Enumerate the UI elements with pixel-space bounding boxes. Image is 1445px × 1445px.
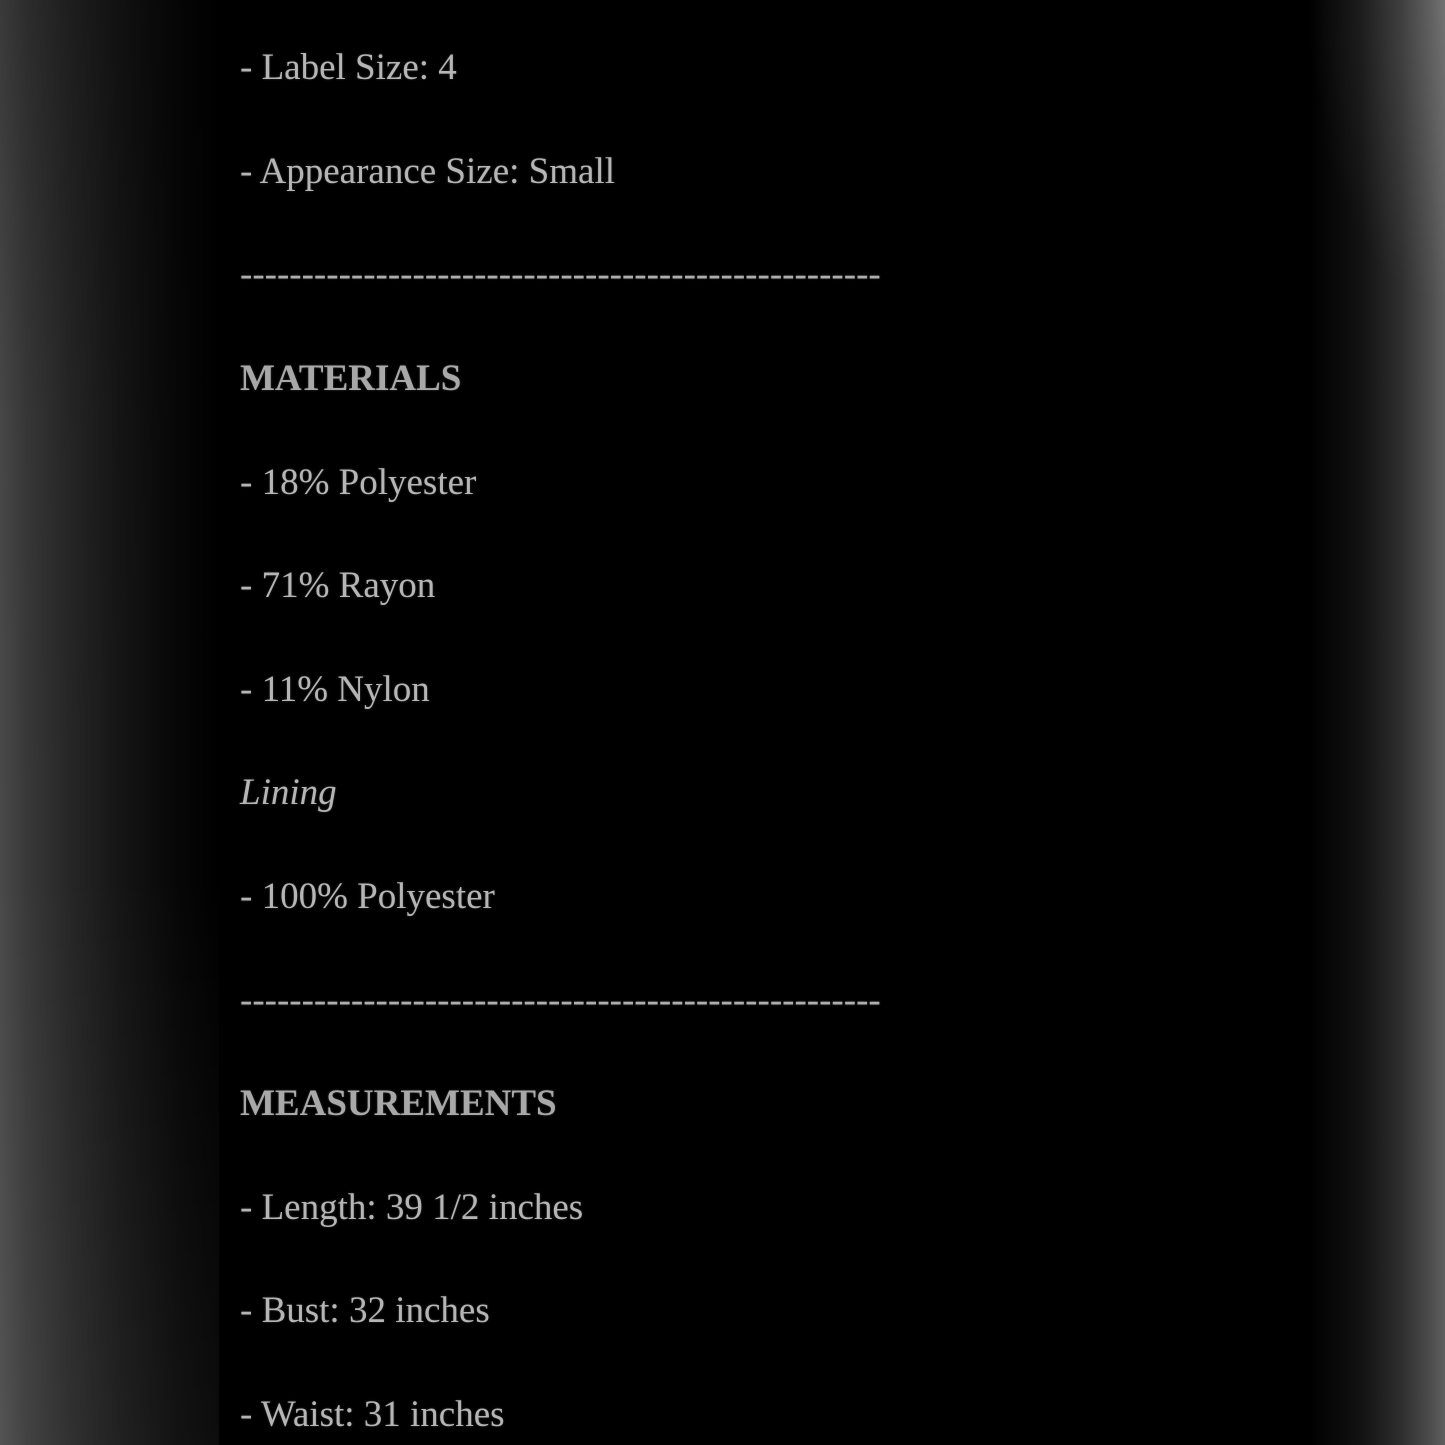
description-line: - 11% Nylon bbox=[240, 668, 430, 710]
left-blur-edge bbox=[0, 0, 219, 1445]
description-line: - Bust: 32 inches bbox=[240, 1290, 490, 1332]
description-line: - Length: 39 1/2 inches bbox=[240, 1186, 584, 1228]
section-heading: MATERIALS bbox=[240, 358, 462, 400]
right-blur-edge bbox=[1226, 0, 1445, 1445]
description-line: - 100% Polyester bbox=[240, 876, 495, 918]
description-line: - Waist: 31 inches bbox=[240, 1394, 505, 1436]
description-line: - Label Size: 4 bbox=[240, 47, 457, 89]
lining-subheading: Lining bbox=[240, 772, 337, 814]
divider-line: ---------------------------------------------------- bbox=[240, 254, 881, 296]
section-heading: MEASUREMENTS bbox=[240, 1083, 557, 1125]
description-line: - Appearance Size: Small bbox=[240, 150, 616, 192]
divider-line: ---------------------------------------------------- bbox=[240, 979, 881, 1021]
description-line: - 71% Rayon bbox=[240, 565, 436, 607]
listing-description bbox=[219, 0, 1226, 1445]
description-line: - 18% Polyester bbox=[240, 461, 477, 503]
